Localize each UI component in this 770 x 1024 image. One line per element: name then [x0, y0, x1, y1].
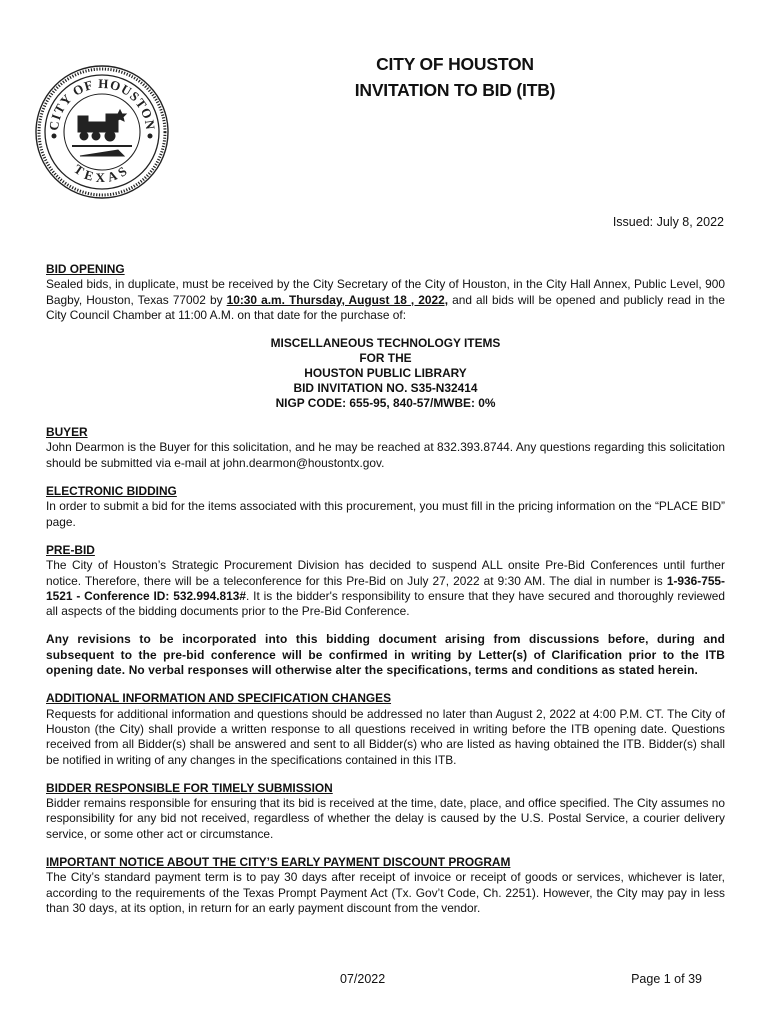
revisions-section — [46, 632, 725, 678]
electronic-bidding-text: In order to submit a bid for the items associated with this procurement, you must fill in the pricing information on the “PLACE BID” page. — [46, 499, 725, 529]
additional-info-text: Requests for additional information and questions should be addressed no later than August 2, 2022 at 4:00 P.M. CT. The City of Houston (the City) shall provide a written response to all questions received in writing before the ITB opening date. Questions received from all Bidder(s) shall be answered and sent to all Bidder(s) who are listed as having obtained the ITB. Bidder(s) shall be notified in writing of any changes in the specifications contained in this ITB. — [46, 706, 725, 767]
bid-deadline: 10:30 a.m. Thursday, August 18 , 2022, — [226, 292, 449, 307]
prebid-heading: PRE-BID — [46, 542, 95, 557]
early-payment-text: The City’s standard payment term is to pay 30 days after receipt of invoice or receipt of goods or services, whichever is later, according to the requirements of the Texas Prompt Payment Act (Tx. Gov’t Code, Ch. 2251). However, the City may pay in less than 30 days, at its option, in return for an early payment discount from the vendor. — [46, 870, 725, 915]
bid-opening-text — [46, 277, 725, 323]
solicitation-line4: BID INVITATION NO. S35-N32414 — [293, 381, 478, 396]
prebid-text-b: . It is the bidder's responsibility to ensure that they have secured and thoroughly reviewed all aspects of the bidding documents prior to the Pre-Bid Conference. — [46, 588, 725, 619]
electronic-bidding-heading: ELECTRONIC BIDDING — [46, 484, 177, 499]
buyer-text: John Dearmon is the Buyer for this solicitation, and he may be reached at 832.393.8744. Any questions regarding this solicitation should be submitted via e-mail at john.dearmon@houstontx.gov. — [46, 440, 725, 470]
document-body — [46, 262, 725, 929]
seal-top-text: CITY OF HOUSTON — [45, 75, 159, 132]
revisions-text: Any revisions to be incorporated into this bidding document arising from discussions before, during and subsequent to the pre-bid conference will be confirmed in writing by Letter(s) of Clarification prior to the ITB opening date. No verbal responses will otherwise alter the specifications, terms and conditions as stated herein. — [46, 632, 725, 678]
document-title-line1: CITY OF HOUSTON — [376, 54, 534, 74]
page-number: Page 1 of 39 — [631, 972, 702, 986]
seal-bottom-text: TEXAS — [71, 161, 133, 186]
additional-info-heading: ADDITIONAL INFORMATION AND SPECIFICATION CHANGES — [46, 691, 392, 706]
timely-submission-section — [46, 781, 725, 842]
prebid-text — [46, 558, 725, 619]
document-title-line2: INVITATION TO BID (ITB) — [354, 80, 556, 100]
solicitation-line2: FOR THE — [359, 351, 412, 366]
svg-text:TEXAS — [71, 161, 133, 185]
prebid-section — [46, 543, 725, 619]
additional-info-section — [46, 691, 725, 767]
buyer-heading: BUYER — [46, 425, 88, 440]
solicitation-line5: NIGP CODE: 655-95, 840-57/MWBE: 0% — [275, 396, 496, 411]
prebid-dial-in: 1-936-755-1521 - Conference ID: 532.994.813# — [46, 573, 725, 603]
prebid-text-a: The City of Houston’s Strategic Procurement Division has decided to suspend ALL onsite Pre-Bid Conferences until further notice. Therefore, there will be a teleconference for this Pre-Bid on July 27, 2022 at 9:30 AM. The dial in number is — [46, 558, 725, 588]
city-seal — [34, 64, 170, 200]
timely-submission-text: Bidder remains responsible for ensuring that its bid is received at the time, date, place, and office specified. The City assumes no responsibility for any bid not received, regardless of whether the delay is caused by the U.S. Postal Service, a courier delivery service, or some other act or circumstance. — [46, 796, 725, 841]
solicitation-line1: MISCELLANEOUS TECHNOLOGY ITEMS — [270, 336, 501, 351]
electronic-bidding-section — [46, 484, 725, 530]
bid-opening-text-b: and all bids will be opened and publicly read in the City Council Chamber at 11:00 A.M. on that date for the purchase of: — [46, 292, 725, 322]
bid-opening-text-a: Sealed bids, in duplicate, must be received by the City Secretary of the City of Houston, in the City Hall Annex, Public Level, 900 Bagby, Houston, Texas 77002 by — [46, 277, 725, 307]
early-payment-section — [46, 855, 725, 916]
solicitation-line3: HOUSTON PUBLIC LIBRARY — [304, 366, 467, 381]
bid-opening-heading: BID OPENING — [46, 262, 125, 276]
early-payment-heading: IMPORTANT NOTICE ABOUT THE CITY’S EARLY PAYMENT DISCOUNT PROGRAM — [46, 855, 511, 870]
issued-date: Issued: July 8, 2022 — [612, 215, 724, 229]
bid-opening-section — [46, 262, 725, 323]
footer-date: 07/2022 — [340, 972, 386, 986]
buyer-section — [46, 425, 725, 471]
solicitation-block — [46, 336, 725, 411]
timely-submission-heading: BIDDER RESPONSIBLE FOR TIMELY SUBMISSION — [46, 780, 333, 795]
